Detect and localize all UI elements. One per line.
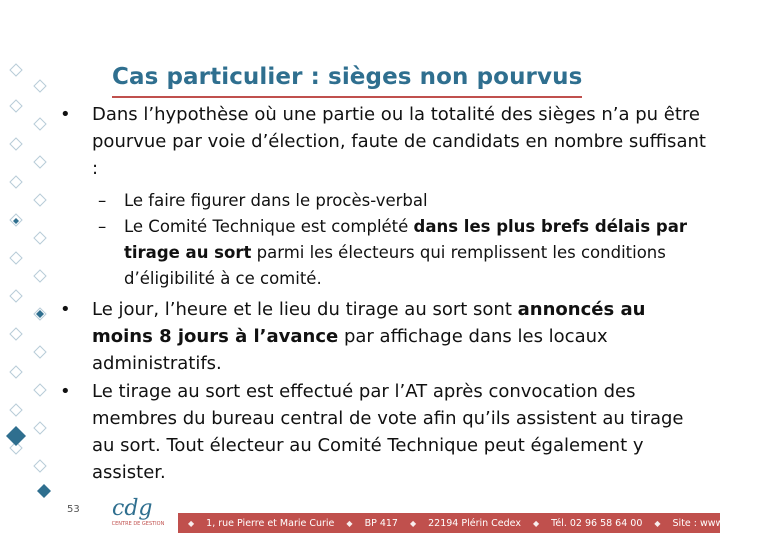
sub-bullet-item xyxy=(60,214,708,292)
bullet-marker: • xyxy=(60,299,71,320)
sub-bullet-text: Le Comité Technique est complété xyxy=(124,217,414,236)
bullet-marker: • xyxy=(60,104,71,125)
diamond-icon: ◆ xyxy=(188,518,195,528)
dash-marker: – xyxy=(98,217,107,236)
logo-caption: CENTRE DE GESTION xyxy=(111,521,165,527)
bullet-item xyxy=(60,101,708,182)
sub-bullet-bold-text: dans les plus brefs délais par tirage au sort xyxy=(124,217,687,262)
slide-title: Cas particulier : sièges non pourvus xyxy=(112,64,583,90)
slide-content xyxy=(60,101,708,486)
dash-marker: – xyxy=(98,191,107,210)
bullet-text: Le tirage au sort est effectué par l’AT après convocation des membres du bureau central de vote afin qu’ils assistent au tirage au sort. Tout électeur au Comité Technique peut également y assister. xyxy=(92,381,684,483)
bullet-marker: • xyxy=(60,381,71,402)
bullet-text: Le jour, l’heure et le lieu du tirage au sort sont xyxy=(92,299,518,320)
contact-phone: Tél. 02 96 58 64 00 xyxy=(551,517,643,529)
sub-bullet-text: Le faire figurer dans le procès-verbal xyxy=(124,191,428,210)
logo-text: cdg xyxy=(112,496,153,521)
cdg-logo xyxy=(108,496,168,532)
diamond-icon: ◆ xyxy=(532,518,540,528)
bullet-item xyxy=(60,378,708,486)
contact-website: Site : www.cdg22.fr xyxy=(672,517,765,529)
bullet-bold-text: annoncés au moins 8 jours à l’avance xyxy=(92,299,646,347)
sub-bullet-item xyxy=(60,188,708,214)
slide-footer xyxy=(60,496,765,540)
bullet-text: Dans l’hypothèse où une partie ou la totalité des sièges n’a pu être pourvue par voie d’élection, faute de candidats en nombre suffisant : xyxy=(92,104,706,179)
decorative-pattern xyxy=(0,60,60,500)
bullet-text: par affichage dans les locaux administratifs. xyxy=(92,326,608,374)
bullet-item xyxy=(60,296,708,377)
diamond-icon: ◆ xyxy=(654,518,661,528)
contact-bar xyxy=(178,513,765,533)
sub-bullet-text: parmi les électeurs qui remplissent les conditions d’éligibilité à ce comité. xyxy=(124,243,666,288)
contact-city: 22194 Plérin Cedex xyxy=(428,517,521,529)
contact-address: 1, rue Pierre et Marie Curie xyxy=(206,517,335,529)
diamond-icon: ◆ xyxy=(346,518,353,528)
title-underline xyxy=(112,96,582,98)
contact-bp: BP 417 xyxy=(364,517,398,529)
diamond-icon: ◆ xyxy=(409,518,417,528)
page-number: 53 xyxy=(67,504,80,515)
